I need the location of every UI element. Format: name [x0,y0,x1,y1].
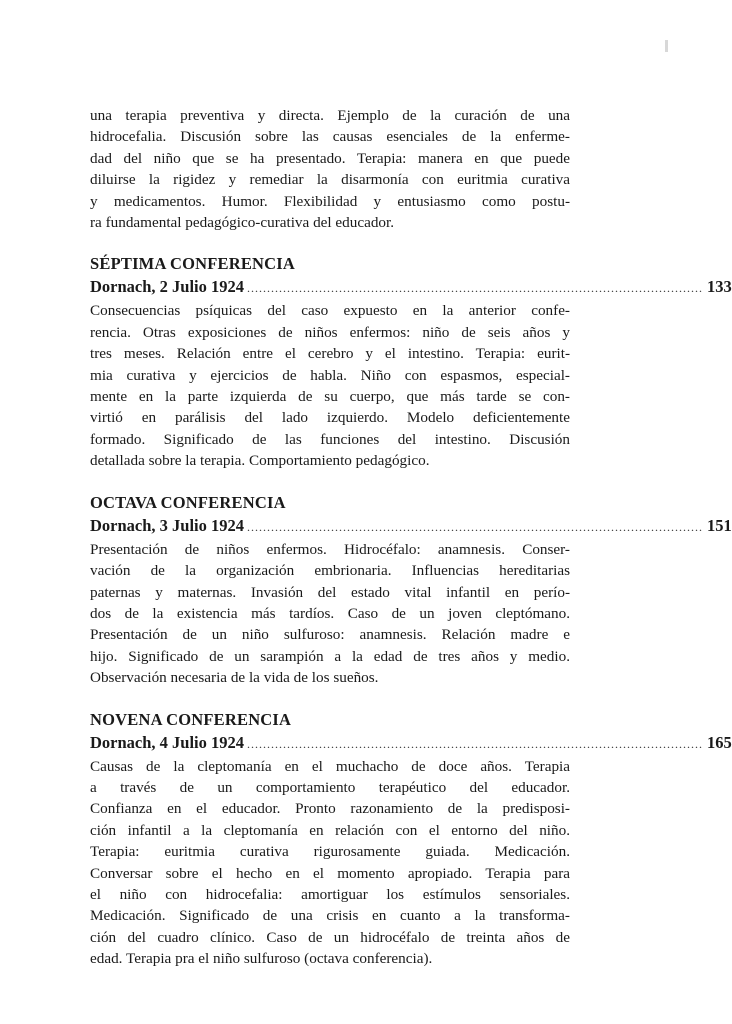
page-edge-mark [665,40,668,52]
text-line: el niño con hidrocefalia: amortiguar los estímulos sensoriales. [90,885,570,903]
text-line: ción infantil a la cleptomanía en relación con el entorno del niño. [90,821,570,839]
text-line: virtió en parálisis del lado izquierdo. Modelo deficientemente [90,409,570,427]
text-line: tres meses. Relación entre el cerebro y el intestino. Terapia: eurit- [90,345,570,363]
entry-place-date: Dornach, 4 Julio 1924 [90,732,245,752]
text-line: Observación necesaria de la vida de los sueños. [90,669,379,687]
text-line: hijo. Significado de un sarampión a la edad de tres años y medio. [90,647,570,665]
entry-place-date: Dornach, 3 Julio 1924 [90,515,245,535]
text-line: dad del niño que se ha presentado. Terapia: manera en que puede [90,149,570,167]
text-line: rencia. Otras exposiciones de niños enfermos: niño de seis años y [90,323,570,341]
text-line: mia curativa y ejercicios de habla. Niño con espasmos, especial- [90,366,570,384]
entry-page-number: 151 [707,515,732,535]
section-octava [90,492,732,689]
text-line: Consecuencias psíquicas del caso expuesto en la anterior confe- [90,302,570,320]
entry-place-date: Dornach, 2 Julio 1924 [90,277,245,297]
text-line: Causas de la cleptomanía en el muchacho de doce años. Terapia [90,757,570,775]
intro-paragraph [90,105,570,233]
entry-page-number: 133 [707,277,732,297]
text-line: una terapia preventiva y directa. Ejemplo de la curación de una [90,107,570,124]
leader-dots: .................................................................................................................. [247,736,704,751]
text-line: ra fundamental pedagógico-curativa del educador. [90,214,395,232]
text-line: hidrocefalia. Discusión sobre las causas esenciales de la enferme- [90,128,570,146]
text-line: dos de la existencia más tardíos. Caso de un joven cleptómano. [90,604,570,622]
entry-page-number: 165 [707,732,732,752]
text-line: Medicación. Significado de una crisis en cuanto a la transforma- [90,907,570,925]
text-line: Confianza en el educador. Pronto razonamiento de la predisposi- [90,800,570,818]
section-summary [90,539,570,689]
leader-dots: .................................................................................................................. [247,281,704,296]
toc-entry[interactable] [90,275,732,300]
toc-entry[interactable] [90,731,732,756]
text-line: Presentación de niños enfermos. Hidrocéfalo: anamnesis. Conser- [90,540,570,558]
section-septima [90,253,732,471]
text-line: mente en la parte izquierda de su cuerpo, que más tarde se con- [90,388,570,406]
text-line: a través de un comportamiento terapéutico del educador. [90,778,570,796]
text-line: paternas y maternas. Invasión del estado vital infantil en perío- [90,583,570,601]
toc-page [90,105,732,970]
text-line: ción del cuadro clínico. Caso de un hidrocéfalo de treinta años de [90,928,570,946]
section-novena [90,709,732,970]
text-line: formado. Significado de las funciones del intestino. Discusión [90,430,570,448]
section-summary [90,300,570,471]
section-heading: SÉPTIMA CONFERENCIA [90,254,296,274]
text-line: detallada sobre la terapia. Comportamiento pedagógico. [90,452,430,470]
section-heading: OCTAVA CONFERENCIA [90,492,286,512]
text-line: Presentación de un niño sulfuroso: anamnesis. Relación madre e [90,626,570,644]
leader-dots: .................................................................................................................. [247,519,704,534]
section-heading: NOVENA CONFERENCIA [90,709,292,729]
text-line: Conversar sobre el hecho en el momento apropiado. Terapia para [90,864,570,882]
text-line: edad. Terapia pra el niño sulfuroso (octava conferencia). [90,950,433,968]
text-line: diluirse la rigidez y remediar la disarmonía con euritmia curativa [90,171,570,189]
section-summary [90,756,570,970]
toc-entry[interactable] [90,514,732,539]
text-line: y medicamentos. Humor. Flexibilidad y entusiasmo como postu- [90,192,570,210]
text-line: Terapia: euritmia curativa rigurosamente guiada. Medicación. [90,843,570,861]
text-line: vación de la organización embrionaria. Influencias hereditarias [90,562,570,580]
